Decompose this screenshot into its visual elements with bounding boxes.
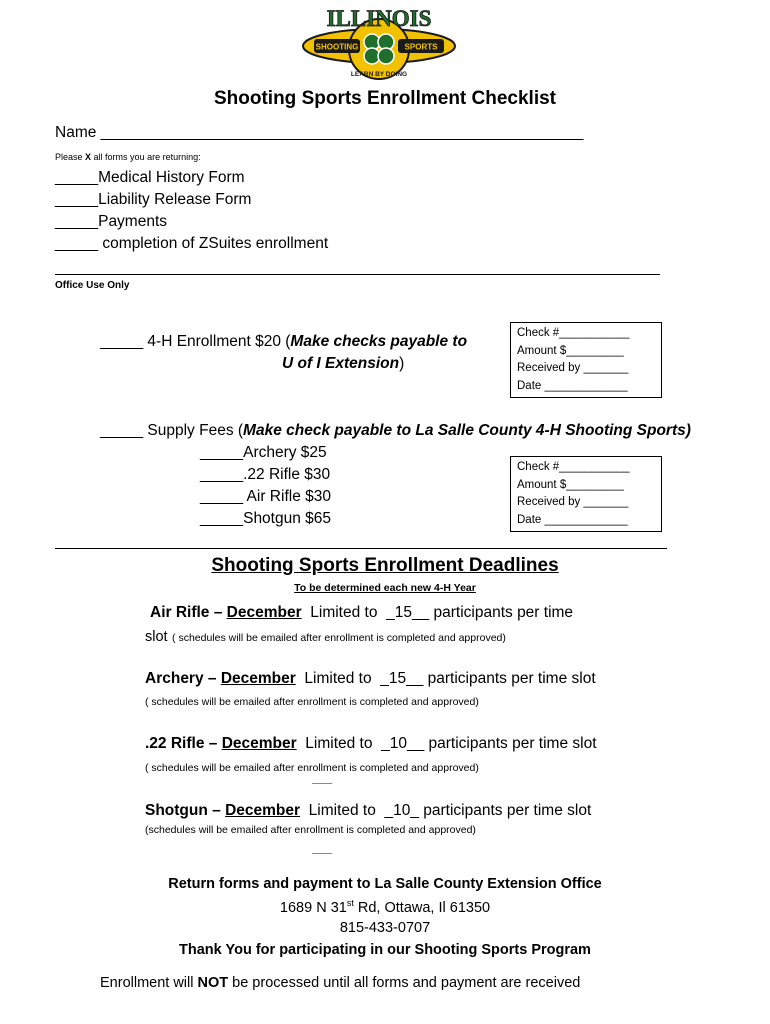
address-ordinal: st xyxy=(346,898,354,908)
schedule-note-archery: ( schedules will be emailed after enrollment is completed and approved) xyxy=(145,696,479,708)
limit-count: _15__ xyxy=(380,670,424,687)
svg-text:SPORTS: SPORTS xyxy=(404,42,438,52)
office-use-label: Office Use Only xyxy=(55,280,130,291)
thank-you-note: Thank You for participating in our Shooting Sports Program xyxy=(179,942,591,958)
return-instructions: Return forms and payment to La Salle County Extension Office xyxy=(168,876,602,892)
svg-text:SHOOTING: SHOOTING xyxy=(315,42,359,52)
enrollment-payable-text: Make checks payable to xyxy=(290,333,468,350)
received-by-field: Received by _______ xyxy=(517,496,629,508)
supply-fees-line xyxy=(100,422,691,440)
dash-mark: ___ xyxy=(312,841,333,855)
divider-line xyxy=(55,548,667,549)
dash-mark: ___ xyxy=(312,771,333,785)
supply-item-air-rifle: _____ Air Rifle $30 xyxy=(200,488,331,505)
supply-item-22-rifle: _____.22 Rifle $30 xyxy=(200,466,331,483)
schedule-note-shotgun: (schedules will be emailed after enrollment is completed and approved) xyxy=(145,824,476,836)
limit-suffix: participants per time xyxy=(429,604,574,621)
svg-text:ILLINOIS: ILLINOIS xyxy=(326,6,432,31)
limit-suffix: participants per time slot xyxy=(424,735,597,752)
instruction-mark: X xyxy=(85,152,92,162)
limit-count: _10__ xyxy=(381,735,425,752)
divider-line xyxy=(55,274,660,275)
event-name: Archery – xyxy=(145,670,221,687)
deadline-air-rifle xyxy=(150,604,573,622)
limit-suffix: participants per time slot xyxy=(418,802,592,819)
amount-field: Amount $_________ xyxy=(517,478,624,491)
event-month: December xyxy=(221,735,297,752)
event-month: December xyxy=(226,604,302,621)
limit-label: Limited to xyxy=(300,802,385,819)
check-box-supply xyxy=(510,456,662,532)
schedule-note: ( schedules will be emailed after enrollment is completed and approved) xyxy=(172,632,506,644)
deadline-22-rifle xyxy=(145,735,597,753)
form-item-medical-history: _____Medical History Form xyxy=(55,169,245,186)
event-name: Shotgun – xyxy=(145,802,226,819)
event-month: December xyxy=(220,670,296,687)
schedule-note-22-rifle: ( schedules will be emailed after enrollment is completed and approved) xyxy=(145,762,479,774)
deadline-air-rifle-cont xyxy=(145,628,506,646)
illinois-4h-shooting-sports-logo xyxy=(300,4,458,86)
check-number-field: Check #___________ xyxy=(517,461,630,473)
office-address xyxy=(0,898,770,916)
date-field: Date _____________ xyxy=(517,379,628,392)
check-box-enrollment xyxy=(510,322,662,398)
processing-notice xyxy=(100,975,580,991)
notice-text-rest: be processed until all forms and payment are received xyxy=(228,975,581,991)
enrollment-fee-text: _____ 4-H Enrollment $20 ( xyxy=(100,333,291,350)
forms-instruction xyxy=(55,152,201,162)
supply-item-archery: _____Archery $25 xyxy=(200,444,327,461)
event-name: .22 Rifle – xyxy=(145,735,222,752)
notice-text: Enrollment will xyxy=(100,975,198,991)
form-item-payments: _____Payments xyxy=(55,213,168,230)
enrollment-fee-line xyxy=(100,333,467,351)
limit-suffix-cont: slot xyxy=(145,629,168,645)
date-field: Date _____________ xyxy=(517,513,628,526)
svg-text:LEARN BY DOING: LEARN BY DOING xyxy=(350,71,408,78)
notice-emphasis: NOT xyxy=(197,975,229,991)
supply-item-shotgun: _____Shotgun $65 xyxy=(200,510,332,527)
deadlines-subtitle: To be determined each new 4-H Year xyxy=(294,582,476,594)
instruction-text: Please xyxy=(55,152,86,162)
enrollment-payee-line xyxy=(282,355,404,373)
supply-payable-text: Make check payable to La Salle County 4-H Shooting Sports) xyxy=(243,422,691,439)
form-item-zsuites: _____ completion of ZSuites enrollment xyxy=(55,235,329,252)
address-street: 1689 N 31 xyxy=(279,899,347,916)
clover-logo-icon xyxy=(300,4,458,86)
limit-label: Limited to xyxy=(296,735,382,752)
office-phone: 815-433-0707 xyxy=(339,920,431,936)
address-city: Rd, Ottawa, Il 61350 xyxy=(353,899,491,916)
enrollment-close-paren: ) xyxy=(399,355,405,372)
page-title: Shooting Sports Enrollment Checklist xyxy=(213,88,557,109)
supply-fees-text: _____ Supply Fees ( xyxy=(100,422,244,439)
amount-field: Amount $_________ xyxy=(517,344,624,357)
form-item-liability-release: _____Liability Release Form xyxy=(55,191,252,208)
limit-count: _15__ xyxy=(386,604,430,621)
deadlines-title: Shooting Sports Enrollment Deadlines xyxy=(211,555,559,576)
limit-count: _10_ xyxy=(384,802,419,819)
event-name: Air Rifle – xyxy=(150,604,227,621)
limit-suffix: participants per time slot xyxy=(423,670,596,687)
limit-label: Limited to xyxy=(301,604,387,621)
deadline-archery xyxy=(145,670,596,688)
enrollment-payee-text: U of I Extension xyxy=(282,355,400,372)
name-field-line: Name ________________________________________________________ xyxy=(55,124,584,141)
deadline-shotgun xyxy=(145,802,591,820)
event-month: December xyxy=(225,802,301,819)
instruction-text-rest: all forms you are returning: xyxy=(91,152,201,162)
received-by-field: Received by _______ xyxy=(517,362,629,374)
check-number-field: Check #___________ xyxy=(517,327,630,339)
limit-label: Limited to xyxy=(295,670,381,687)
